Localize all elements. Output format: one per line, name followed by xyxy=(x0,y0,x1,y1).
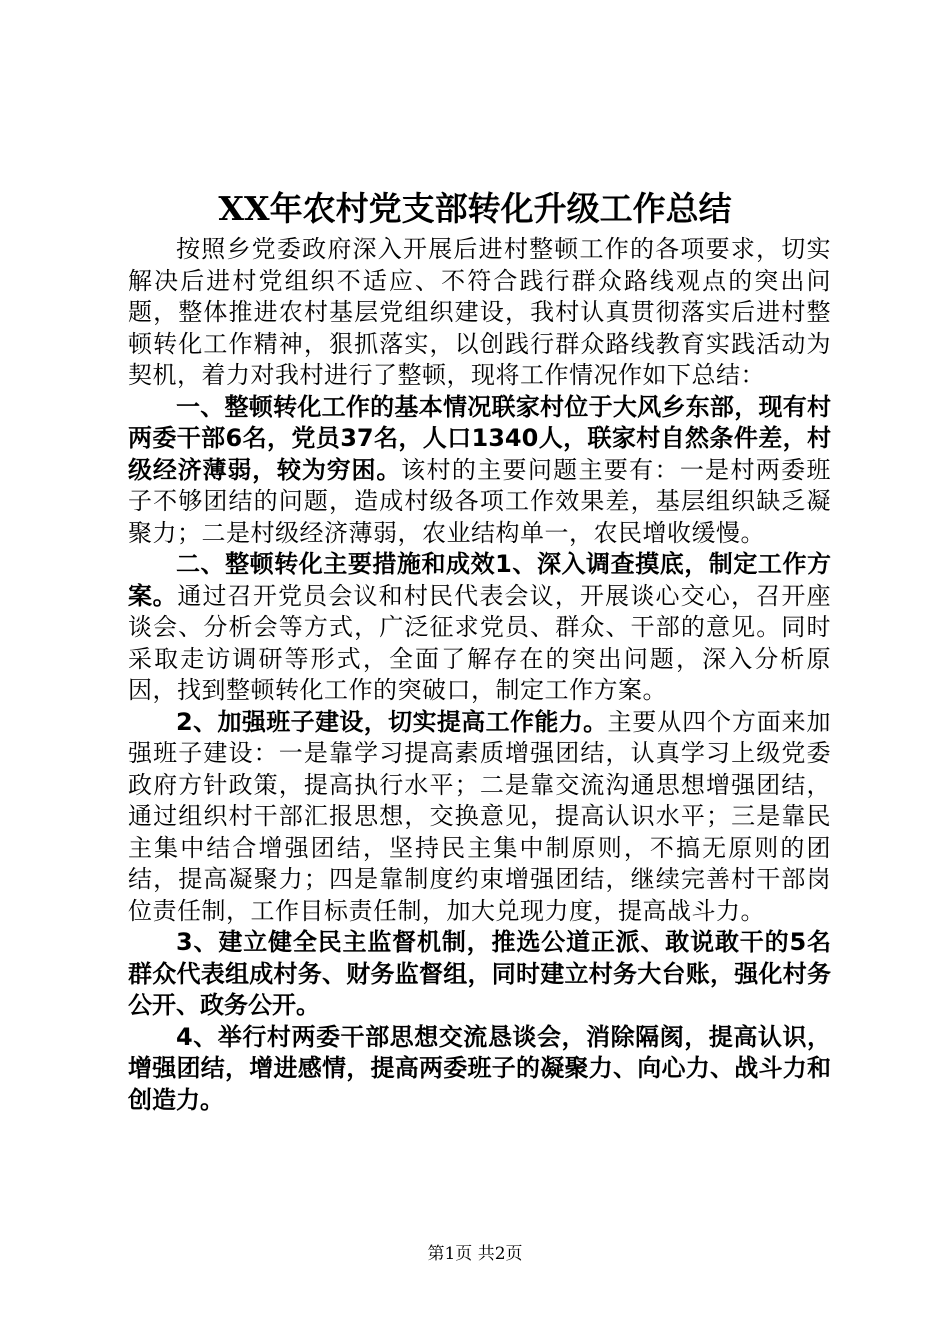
paragraph-text: 主要从四个方面来加强班子建设：一是靠学习提高素质增强团结，认真学习上级党委政府方针政策，提高执行水平；二是靠交流沟通思想增强团结，通过组织村干部汇报思想，交换意见，提高认识水平；三是靠民主集中结合增强团结，坚持民主集中制原则，不搞无原则的团结，提高凝聚力；四是靠制度约束增强团结，继续完善村干部岗位责任制，工作目标责任制，加大兑现力度，提高战斗力。 xyxy=(128,707,831,925)
paragraph-text: 按照乡党委政府深入开展后进村整顿工作的各项要求，切实解决后进村党组织不适应、不符合践行群众路线观点的突出问题，整体推进农村基层党组织建设，我村认真贯彻落实后进村整顿转化工作精神，狠抓落实，以创践行群众路线教育实践活动为契机，着力对我村进行了整顿，现将工作情况作如下总结： xyxy=(128,235,831,389)
paragraph-intro xyxy=(128,234,831,392)
paragraph-lead: 2、加强班子建设，切实提高工作能力。 xyxy=(176,707,608,736)
paragraph-text: 通过召开党员会议和村民代表会议，开展谈心交心，召开座谈会、分析会等方式，广泛征求党员、群众、干部的意见。同时采取走访调研等形式，全面了解存在的突出问题，深入分析原因，找到整顿转化工作的突破口，制定工作方案。 xyxy=(128,581,832,704)
paragraph-lead: 一、整顿转化工作的基本情况联家村位于大风乡东部，现有村两委干部6名，党员37名，人口1340人，联家村自然条件差，村级经济薄弱，较为穷困。 xyxy=(128,392,831,484)
paragraph-item-3 xyxy=(128,927,831,1022)
paragraph-item-4 xyxy=(128,1022,831,1117)
paragraph-lead: 3、建立健全民主监督机制，推选公道正派、敢说敢干的5名群众代表组成村务、财务监督组，同时建立村务大台账，强化村务公开、政务公开。 xyxy=(128,928,831,1019)
document-body xyxy=(128,234,831,1116)
paragraph-section-1 xyxy=(128,392,831,550)
paragraph-item-2 xyxy=(128,707,831,928)
page-title: XX年农村党支部转化升级工作总结 xyxy=(218,189,732,228)
paragraph-text: 该村的主要问题主要有：一是村两委班子不够团结的问题，造成村级各项工作效果差，基层组织缺乏凝聚力；二是村级经济薄弱，农业结构单一，农民增收缓慢。 xyxy=(128,455,832,547)
page-footer: 第1页 共2页 xyxy=(427,1244,523,1264)
paragraph-lead: 4、举行村两委干部思想交流恳谈会，消除隔阂，提高认识，增强团结，增进感情，提高两委班子的凝聚力、向心力、战斗力和创造力。 xyxy=(128,1022,831,1114)
paragraph-section-2 xyxy=(128,549,831,707)
paragraph-lead: 二、整顿转化主要措施和成效1、深入调查摸底，制定工作方案。 xyxy=(128,550,831,610)
